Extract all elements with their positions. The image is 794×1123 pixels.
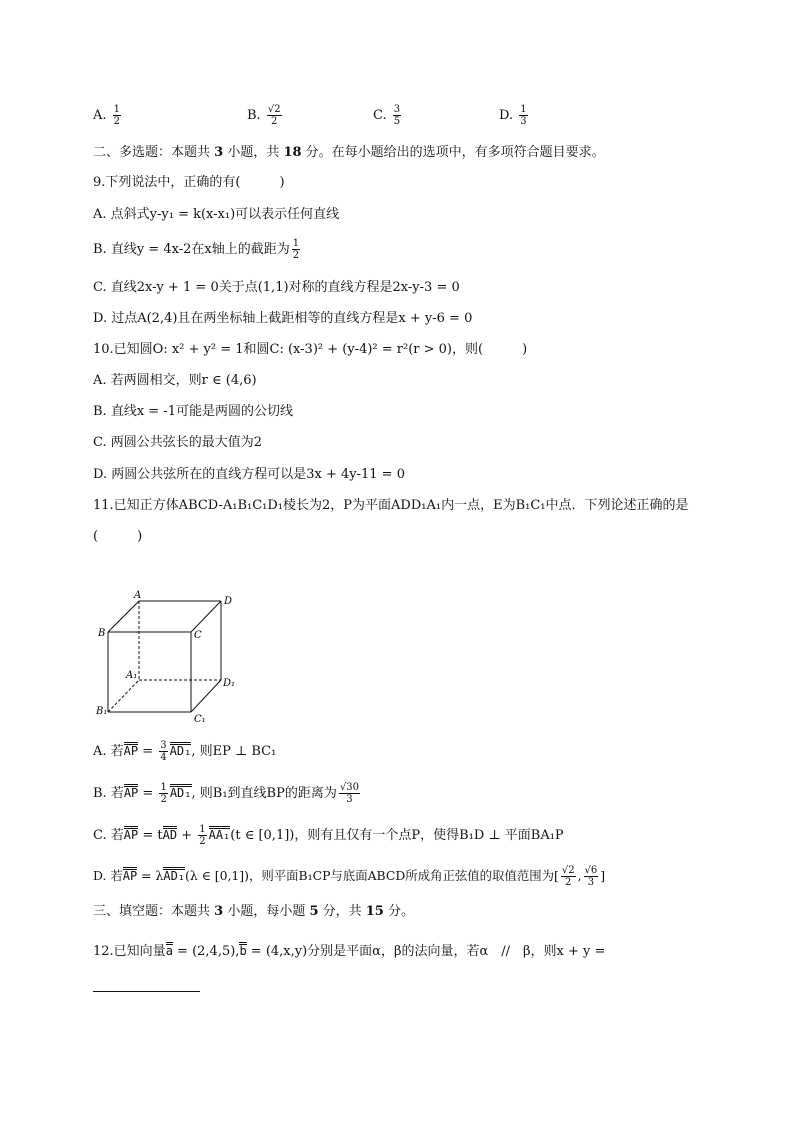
option-text: , [577, 868, 582, 883]
vector: AD [162, 828, 178, 842]
fraction [393, 104, 401, 127]
option-text: + [177, 828, 197, 843]
fraction [113, 104, 121, 127]
denominator: 2 [271, 116, 278, 127]
denominator: 2 [565, 877, 572, 888]
numerator: √2 [267, 104, 281, 115]
fraction [267, 104, 282, 127]
option-text: B. 若 [93, 786, 124, 801]
option-text: = [138, 744, 158, 759]
denominator: 4 [160, 752, 167, 763]
heading-text: 分，共 [318, 904, 366, 919]
denominator: 2 [199, 836, 206, 847]
vertex-label-b1: B₁ [96, 706, 108, 717]
denominator: 2 [292, 250, 300, 261]
denominator: 2 [113, 116, 121, 127]
heading-text: 小题，每小题 [223, 904, 310, 919]
q9-option-b [93, 238, 302, 261]
vertex-label-b: B [98, 628, 106, 639]
vector-b: b [239, 944, 247, 958]
heading-text: 小题，共 [223, 145, 284, 160]
numerator: 3 [393, 104, 401, 115]
vector: AD₁ [169, 786, 192, 800]
fraction [159, 782, 167, 805]
q11-paren: ( ) [93, 529, 143, 544]
q11-option-b [93, 782, 362, 806]
option-text: , 则B₁到直线BP的距离为 [191, 786, 337, 801]
vector: AD₁ [169, 744, 192, 758]
section3-heading [93, 903, 414, 921]
numerator: √6 [584, 865, 598, 876]
vertex-label-d: D [224, 596, 233, 607]
option-text: (t ∈ [0,1])，则有且仅有一个点P，使得B₁D ⊥ 平面BA₁P [230, 828, 564, 843]
denominator: 3 [346, 794, 353, 805]
heading-score: 18 [283, 145, 302, 160]
option-text: (λ ∈ [0,1])，则平面B₁CP与底面ABCD所成角正弦值的取值范围为[ [185, 868, 559, 883]
edge-cd [191, 601, 221, 632]
numerator: √2 [561, 865, 575, 876]
edge-c1d1 [191, 680, 221, 712]
q11-stem: 11.已知正方体ABCD-A₁B₁C₁D₁棱长为2，P为平面ADD₁A₁内一点，E为B₁C₁中点．下列论述正确的是 [93, 498, 689, 513]
option-label: C. [373, 108, 387, 123]
question-text: = (4,x,y)分别是平面α，β的法向量，若α // β，则x + y = [246, 944, 606, 959]
q11-option-d [93, 864, 605, 888]
cube-figure [93, 588, 243, 728]
q11-option-c [93, 824, 564, 848]
option-text: A. 若 [93, 744, 124, 759]
option-label: A. [93, 108, 107, 123]
option-text: B. 直线y = 4x-2在x轴上的截距为 [93, 242, 290, 257]
option-text: ] [600, 868, 606, 883]
vector: AP [122, 869, 138, 883]
heading-text: 分。 [383, 904, 414, 919]
q12-stem [93, 940, 605, 964]
denominator: 3 [587, 877, 595, 888]
q11-option-a [93, 740, 276, 764]
numerator: √30 [339, 782, 359, 793]
fraction [339, 782, 360, 805]
vertex-label-a: A [134, 590, 142, 601]
numerator: 3 [160, 740, 167, 751]
vector-a: a [165, 944, 173, 958]
numerator: 1 [520, 104, 527, 115]
edge-b1a1-hidden [108, 680, 139, 712]
vertex-label-c: C [194, 630, 202, 641]
option-label: B. [247, 108, 261, 123]
fraction [561, 865, 576, 888]
fraction [584, 865, 599, 888]
heading-text: 分。在每小题给出的选项中，有多项符合题目要求。 [301, 145, 605, 160]
q8-option-d [499, 104, 530, 127]
vector: AP [123, 744, 139, 758]
q10-option-a: A. 若两圆相交，则r ∈ (4,6) [93, 373, 257, 388]
q10-option-b: B. 直线x = -1可能是两圆的公切线 [93, 404, 293, 419]
heading-count: 3 [214, 145, 224, 160]
q10-option-c: C. 两圆公共弦长的最大值为2 [93, 435, 263, 450]
q8-option-b [247, 104, 284, 127]
vertex-label-a1: A₁ [126, 670, 138, 681]
answer-blank[interactable] [93, 990, 200, 992]
edge-ba [108, 601, 139, 632]
option-text: = t [138, 828, 163, 843]
numerator: 1 [199, 824, 206, 835]
q10-stem: 10.已知圆O: x² + y² = 1和圆C: (x-3)² + (y-4)² = r²(r > 0)，则( ) [93, 342, 528, 357]
question-text: 12.已知向量 [93, 944, 166, 959]
q9-stem: 9.下列说法中，正确的有( ) [93, 175, 285, 190]
q9-option-c: C. 直线2x-y + 1 = 0关于点(1,1)对称的直线方程是2x-y-3 = 0 [93, 280, 460, 295]
vector: AP [123, 828, 139, 842]
vector: AP [123, 786, 139, 800]
heading-text: 三、填空题：本题共 [93, 904, 215, 919]
q8-option-a [93, 104, 123, 127]
option-label: D. [499, 108, 514, 123]
q10-option-d: D. 两圆公共弦所在的直线方程可以是3x + 4y-11 = 0 [93, 467, 405, 482]
heading-count: 3 [214, 904, 224, 919]
numerator: 1 [292, 238, 300, 249]
option-text: = [138, 786, 158, 801]
option-text: D. 若 [93, 868, 123, 883]
numerator: 1 [160, 782, 167, 793]
denominator: 2 [160, 794, 167, 805]
heading-text: 二、多选题：本题共 [93, 145, 215, 160]
fraction [198, 824, 206, 847]
option-text: = λ [137, 868, 164, 883]
vector: AA₁ [208, 828, 231, 842]
vertex-label-c1: C₁ [194, 714, 206, 725]
heading-each: 5 [309, 904, 319, 919]
q8-option-c [373, 104, 403, 127]
question-text: = (2,4,5), [172, 944, 240, 959]
fraction [292, 238, 300, 261]
numerator: 1 [113, 104, 121, 115]
vector: AD₁ [163, 869, 186, 883]
fraction [519, 104, 527, 127]
q9-option-a: A. 点斜式y-y₁ = k(x-x₁)可以表示任何直线 [93, 207, 340, 222]
denominator: 5 [393, 116, 401, 127]
heading-score: 15 [365, 904, 384, 919]
vertex-label-d1: D₁ [223, 678, 236, 689]
denominator: 3 [520, 116, 527, 127]
section2-heading [93, 144, 605, 162]
fraction [159, 740, 167, 763]
q9-option-d: D. 过点A(2,4)且在两坐标轴上截距相等的直线方程是x + y-6 = 0 [93, 311, 473, 326]
option-text: C. 若 [93, 828, 124, 843]
option-text: , 则EP ⊥ BC₁ [191, 744, 277, 759]
